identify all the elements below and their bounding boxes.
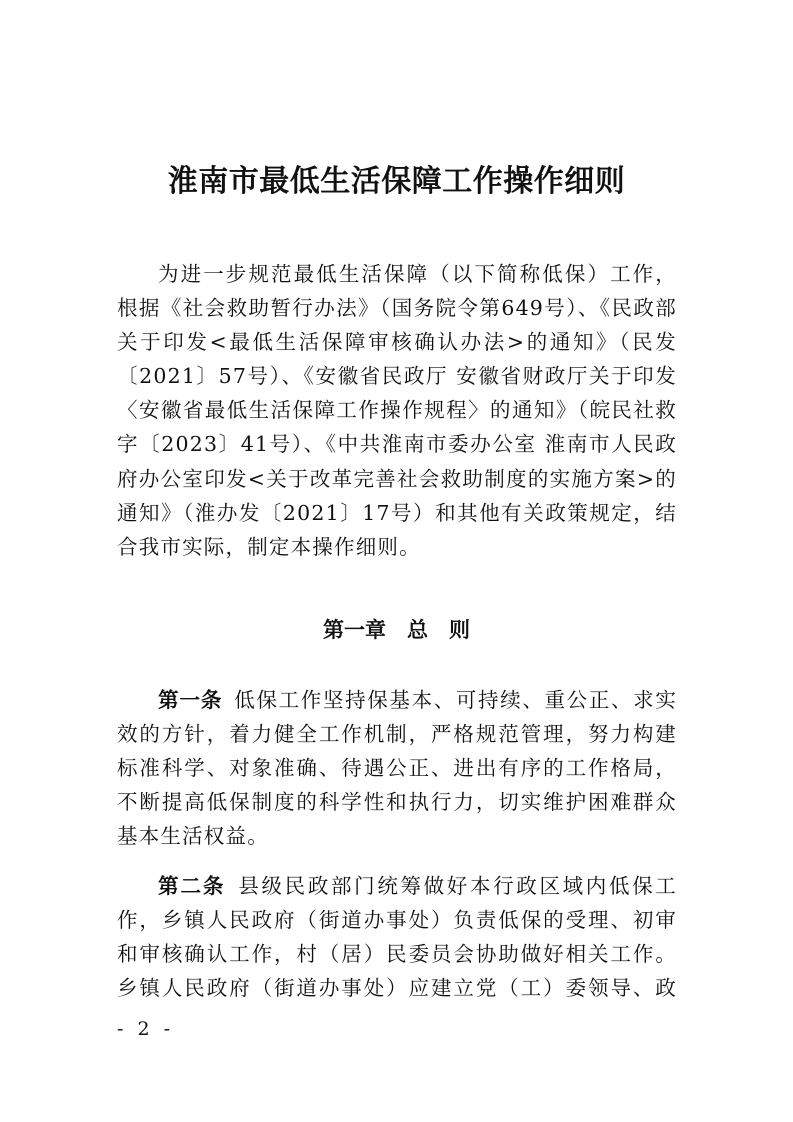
document-title: 淮南市最低生活保障工作操作细则 — [167, 164, 626, 199]
article-2-paragraph — [117, 869, 677, 1005]
chapter-heading: 第一章 总 则 — [323, 618, 470, 642]
article-2-label: 第二条 — [158, 874, 226, 898]
preamble-paragraph: 为进一步规范最低生活保障（以下简称低保）工作，根据《社会救助暂行办法》（国务院令第649号）、《民政部关于印发<最低生活保障审核确认办法>的通知》（民发〔2021〕57号）、《安徽省民政厅 安徽省财政厅关于印发〈安徽省最低生活保障工作操作规程〉的通知》（皖民社救字〔2023〕41号）、《中共淮南市委办公室 淮南市人民政府办公室印发<关于改革完善社会救助制度的实施方案>的通知》（淮办发〔2021〕17号）和其他有关政策规定，结合我市实际，制定本操作细则。 — [117, 262, 677, 559]
article-1-text: 低保工作坚持保基本、可持续、重公正、求实效的方针，着力健全工作机制，严格规范管理，努力构建标准科学、对象准确、待遇公正、进出有序的工作格局，不断提高低保制度的科学性和执行力，切实维护困难群众基本生活权益。 — [117, 688, 678, 849]
article-2-text: 县级民政部门统筹做好本行政区域内低保工作，乡镇人民政府（街道办事处）负责低保的受理、初审和审核确认工作，村（居）民委员会协助做好相关工作。乡镇人民政府（街道办事处）应建立党（工）委领导、政 — [117, 874, 677, 1001]
page-number: - 2 - — [117, 1018, 175, 1040]
article-1-paragraph — [117, 683, 677, 853]
article-1-label: 第一条 — [158, 688, 223, 712]
